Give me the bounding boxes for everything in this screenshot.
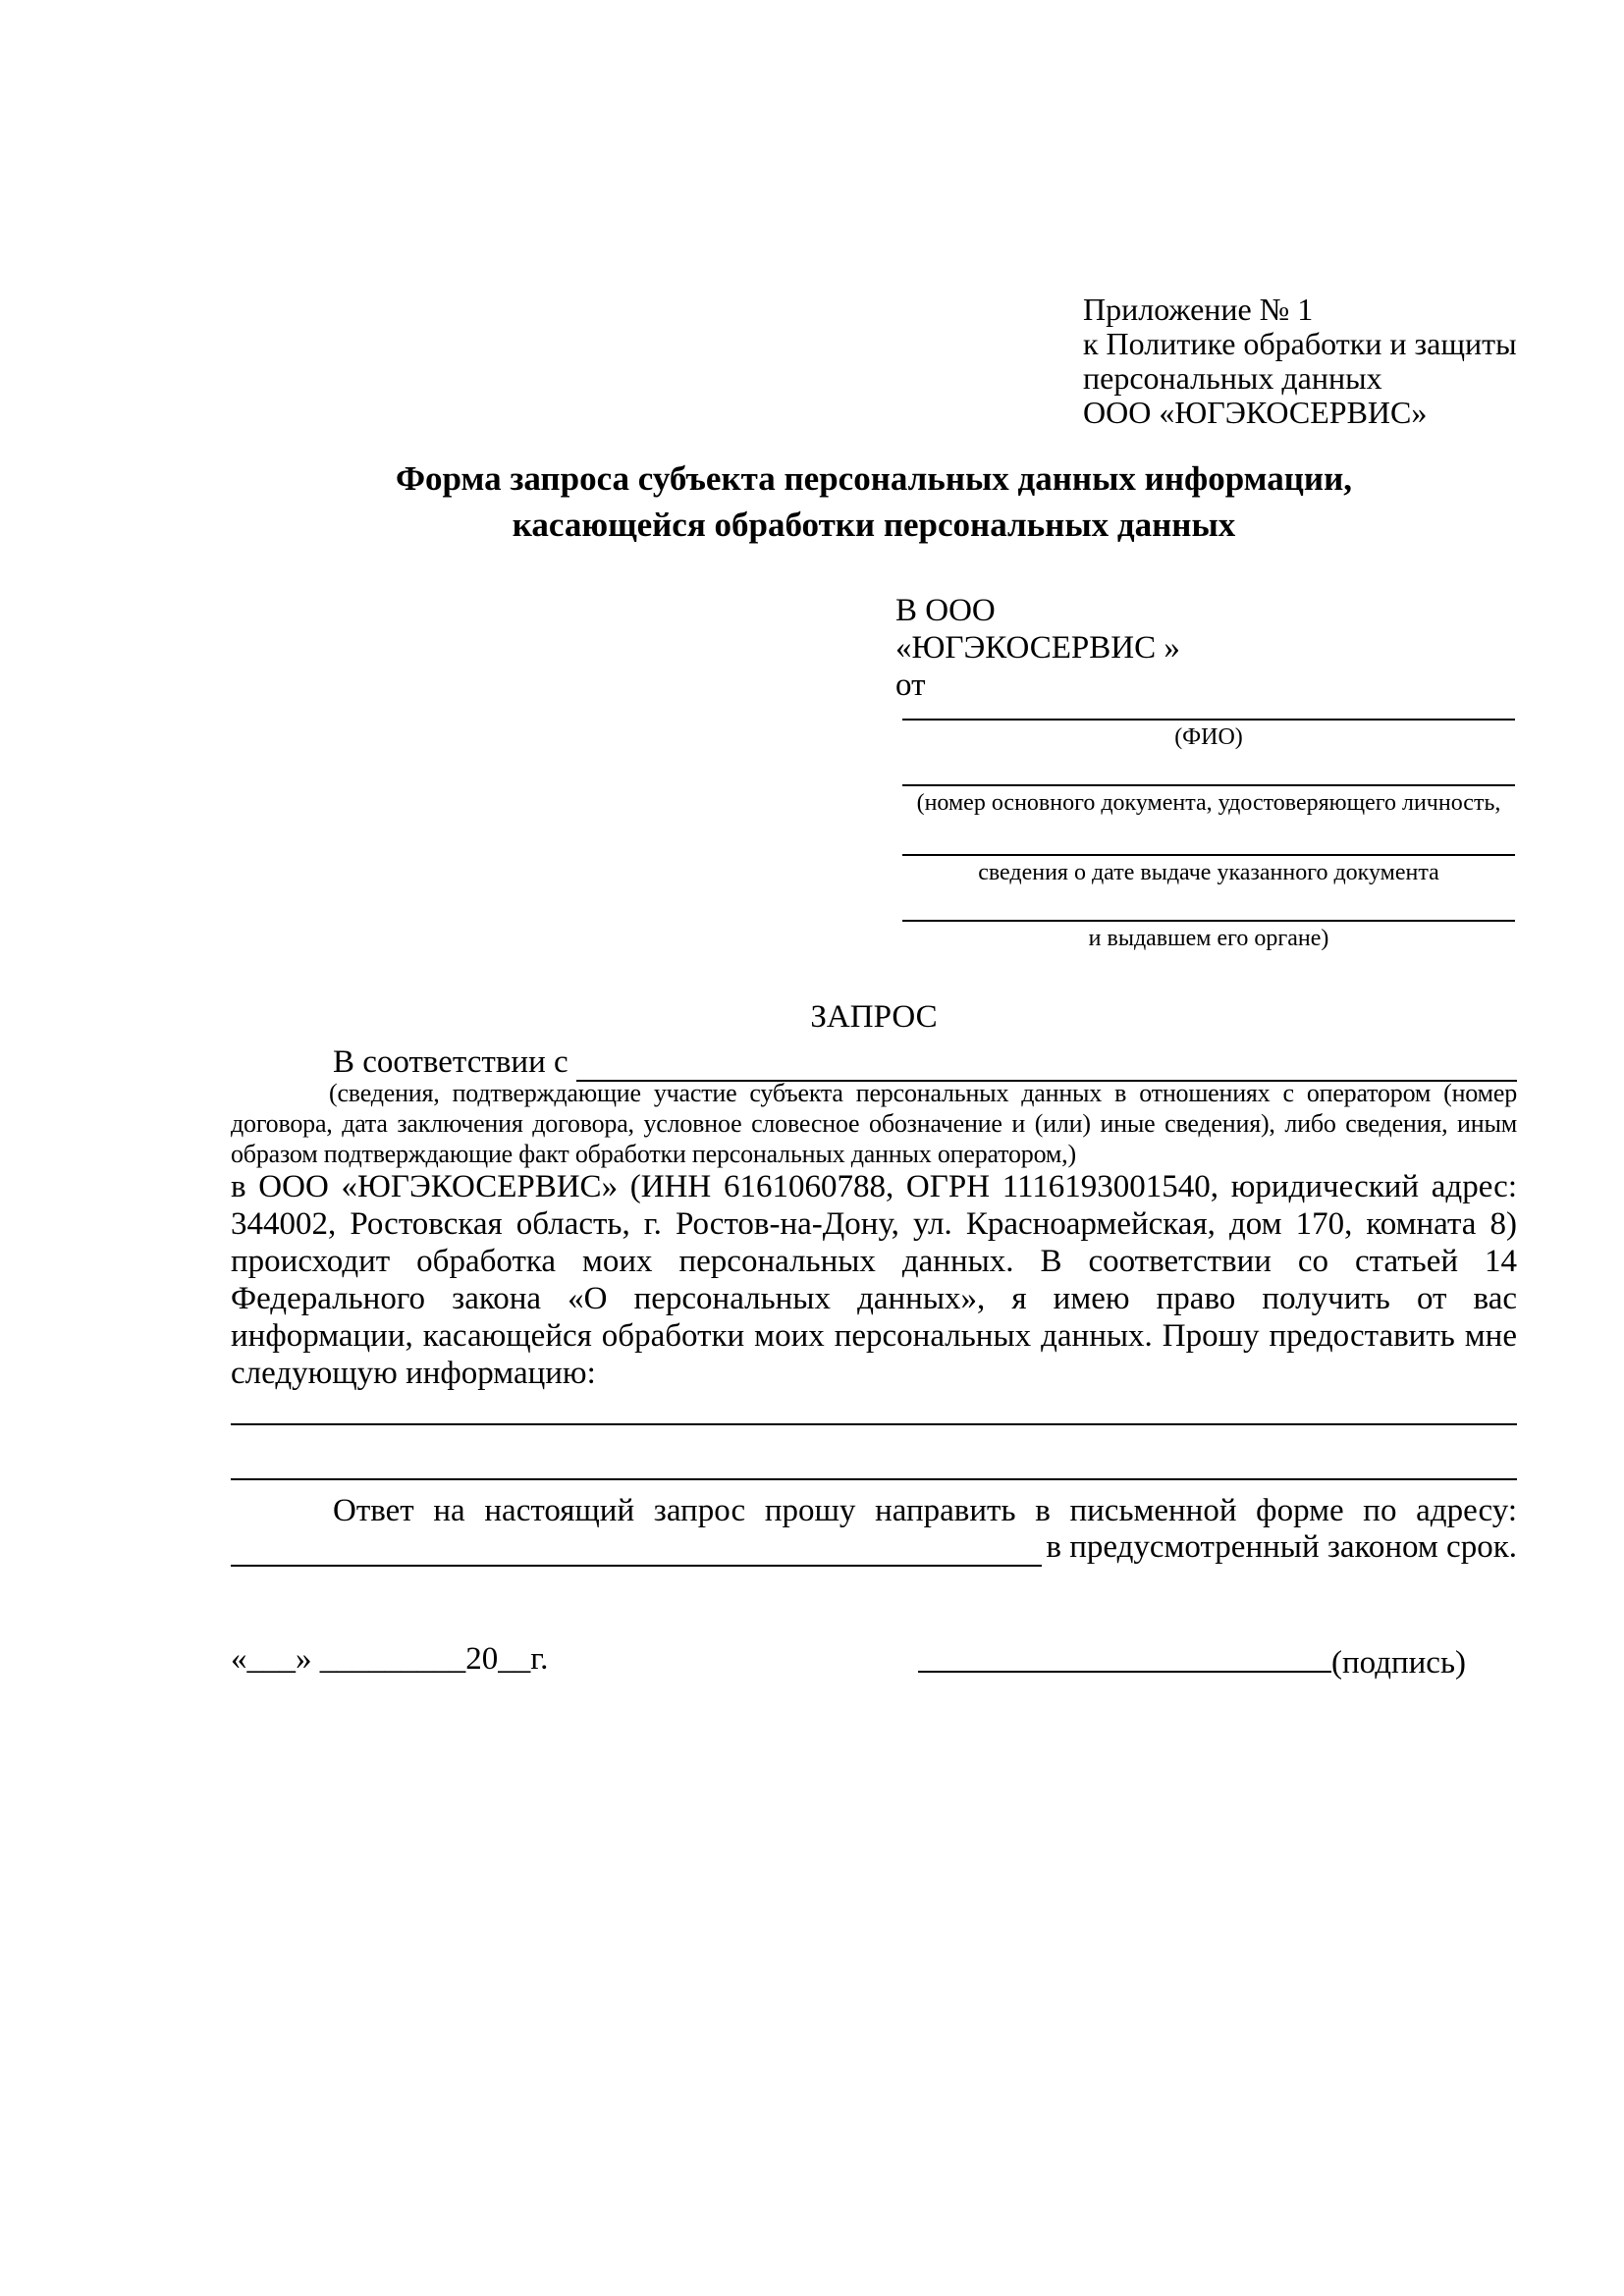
appendix-line-4: ООО «ЮГЭКОСЕРВИС» xyxy=(1083,395,1428,430)
fio-field-line[interactable] xyxy=(902,719,1515,752)
appendix-header xyxy=(1083,293,1517,430)
footnote-paragraph: (сведения, подтверждающие участие субъекта персональных данных в отношениях с оператором (номер договора, дата заключения договора, условное словесное обозначение и (или) иные сведения), либо сведения, иным образом подтверждающие факт обработки персональных данных оператором,) xyxy=(231,1079,1517,1168)
issuing-authority-field-caption: и выдавшем его органе) xyxy=(1088,926,1329,951)
document-title-line-1: Форма запроса субъекта персональных данных информации, xyxy=(395,459,1353,498)
date-fill-line[interactable]: «___» _________20__г. xyxy=(231,1641,549,1677)
issue-date-field-caption: сведения о дате выдаче указанного документа xyxy=(978,860,1439,885)
document-number-field-caption: (номер основного документа, удостоверяющего личность, xyxy=(916,790,1501,816)
document-number-field-line[interactable] xyxy=(902,784,1515,818)
addressee-line-2: «ЮГЭКОСЕРВИС » xyxy=(895,630,1180,666)
address-input-line[interactable] xyxy=(231,1531,1042,1567)
addressee-line-3: от xyxy=(895,667,926,703)
signature-block xyxy=(918,1641,1466,1682)
intro-prefix: В соответствии с xyxy=(333,1044,568,1080)
document-title-line-2: касающейся обработки персональных данных xyxy=(512,506,1236,544)
document-title xyxy=(231,455,1517,548)
intro-row xyxy=(231,1042,1517,1082)
issue-date-field-line[interactable] xyxy=(902,854,1515,887)
appendix-line-2: к Политике обработки и защиты xyxy=(1083,326,1517,361)
reply-sentence-suffix: в предусмотренный законом срок. xyxy=(1046,1529,1517,1565)
appendix-line-1: Приложение № 1 xyxy=(1083,292,1314,327)
fio-field-caption: (ФИО) xyxy=(1174,724,1243,750)
blank-info-line-1[interactable] xyxy=(231,1423,1517,1425)
context-input-line[interactable] xyxy=(576,1046,1517,1082)
addressee-line-1: В ООО xyxy=(895,593,996,628)
reply-address-row xyxy=(231,1527,1517,1567)
signature-caption: (подпись) xyxy=(1331,1645,1466,1681)
blank-info-line-2[interactable] xyxy=(231,1478,1517,1480)
appendix-line-3: персональных данных xyxy=(1083,360,1382,396)
request-heading: ЗАПРОС xyxy=(810,999,938,1035)
issuing-authority-field-line[interactable] xyxy=(902,920,1515,953)
body-paragraph: в ООО «ЮГЭКОСЕРВИС» (ИНН 6161060788, ОГРН 1116193001540, юридический адрес: 344002, Ростовская область, г. Ростов-на-Дону, ул. Красноармейская, дом 170, комната 8) происходит обработка моих персональных данных. В соответствии со статьей 14 Федерального закона «О персональных данных», я имею право получить от вас информации, касающейся обработки моих персональных данных. Прошу предоставить мне следующую информацию: xyxy=(231,1169,1517,1391)
reply-sentence: Ответ на настоящий запрос прошу направить в письменной форме по адресу: xyxy=(333,1493,1517,1528)
signature-input-line[interactable] xyxy=(918,1641,1331,1673)
addressee-block xyxy=(895,592,1517,704)
